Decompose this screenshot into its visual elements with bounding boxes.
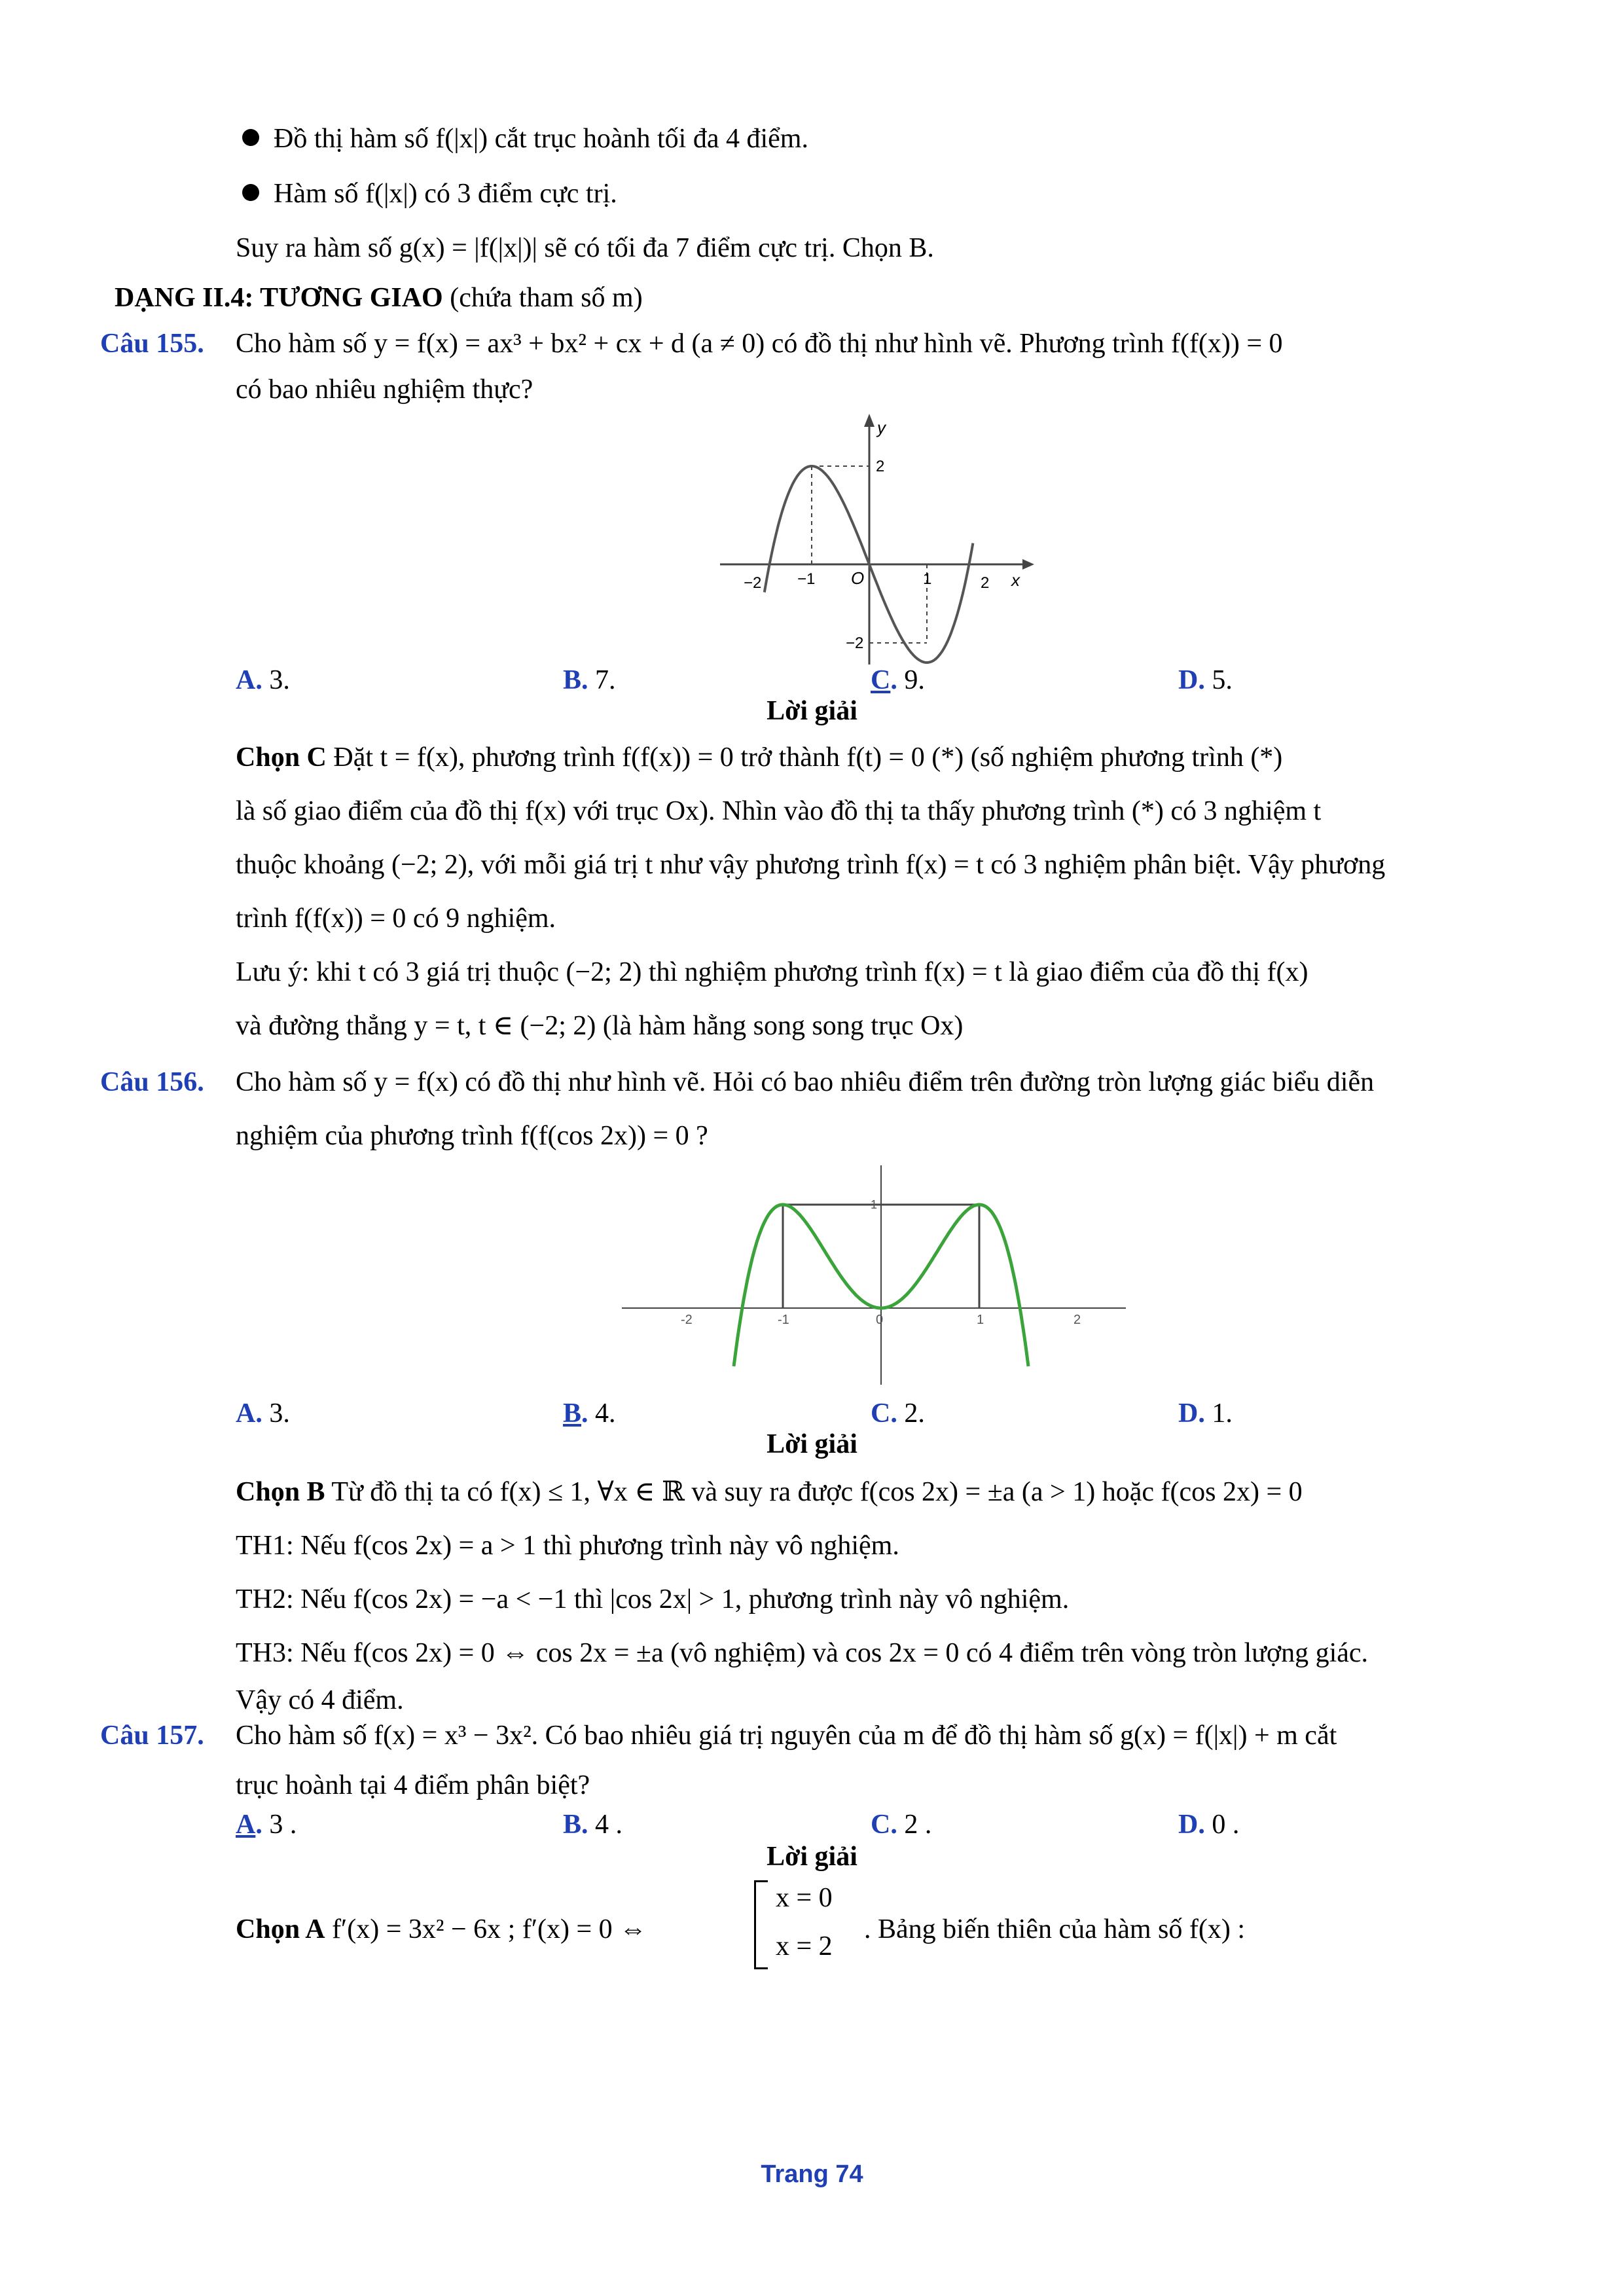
section-title: DẠNG II.4: TƯƠNG GIAO [115,283,443,313]
q156-solution-title: Lời giải [767,1429,857,1459]
page-footer: Trang 74 [761,2160,863,2188]
q156-option-a[interactable]: A. 3. [236,1398,290,1429]
option-value: 2. [904,1398,925,1429]
q155-label: Câu 155. [100,329,204,359]
section-heading [115,279,643,317]
y-axis-arrow [864,414,875,427]
bullet-icon [242,129,259,146]
tick-1: 1 [977,1313,984,1327]
section-subtitle: (chứa tham số m) [450,283,643,313]
tick-2: 2 [981,574,990,592]
q155-line-1 [100,325,204,363]
q156-text-1: Cho hàm số y = f(x) có đồ thị như hình vẽ. Hỏi có bao nhiêu điểm trên đường tròn lượng giác biểu diễn [236,1067,1375,1097]
ytick-2: 2 [876,458,885,475]
option-letter: B [563,1810,582,1840]
q156-label: Câu 156. [100,1067,204,1097]
q156-sol-choice: Chọn B [236,1477,325,1507]
q156-option-b[interactable]: B. 4. [563,1398,616,1429]
option-letter: C [871,665,891,695]
q157-option-b[interactable]: B. 4 . [563,1810,623,1840]
q155-sol-line-3: thuộc khoảng (−2; 2), với mỗi giá trị t như vậy phương trình f(x) = t có 3 nghiệm phân biệt. Vậy phương [236,850,1386,880]
case-bracket [754,1880,768,1969]
option-letter: C [871,1398,891,1429]
q156-graph [622,1165,1126,1385]
tick-neg1: -1 [778,1313,789,1327]
option-letter: B [563,1398,582,1429]
option-value: 4 . [595,1810,623,1840]
tick-1: 1 [923,570,932,588]
option-letter: A [236,665,256,695]
option-letter: D [1178,1810,1199,1840]
tick-neg1: −1 [797,570,816,588]
q155-sol-line-2: là số giao điểm của đồ thị f(x) với trục Ox). Nhìn vào đồ thị ta thấy phương trình (*) có 3 nghiệm t [236,796,1322,826]
q156-line-1 [100,1063,204,1101]
q157-solution-title: Lời giải [767,1842,857,1872]
option-letter: D [1178,665,1199,695]
tick-neg2: −2 [744,574,762,592]
intro-bullet-2-text: Hàm số f(|x|) có 3 điểm cực trị. [274,179,617,209]
q155-option-a[interactable]: A. 3. [236,665,290,695]
q157-line-1 [100,1717,204,1755]
bullet-icon [242,184,259,201]
option-value: 1. [1212,1398,1233,1429]
q155-option-d[interactable]: D. 5. [1178,665,1233,695]
option-value: 9. [904,665,925,695]
q155-solution-title: Lời giải [767,696,857,726]
q157-sol-line [236,1910,647,1948]
q155-option-c[interactable]: C. 9. [871,665,925,695]
option-value: 3. [269,1398,290,1429]
q157-case-1: x = 0 [776,1883,833,1913]
intro-conclusion: Suy ra hàm số g(x) = |f(|x|)| sẽ có tối đa 7 điểm cực trị. Chọn B. [236,233,934,263]
q157-sol-choice: Chọn A [236,1914,325,1944]
option-value: 5. [1212,665,1233,695]
option-value: 3 . [269,1810,297,1840]
q156-sol-line-2: TH1: Nếu f(cos 2x) = a > 1 thì phương trình này vô nghiệm. [236,1531,899,1561]
option-value: 4. [595,1398,616,1429]
intro-bullet-2 [242,175,617,213]
q155-sol-text-1: Đặt t = f(x), phương trình f(f(x)) = 0 trở thành f(t) = 0 (*) (số nghiệm phương trình (*) [333,742,1283,773]
q157-option-c[interactable]: C. 2 . [871,1810,932,1840]
q157-label: Câu 157. [100,1721,204,1751]
q157-text-1: Cho hàm số f(x) = x³ − 3x². Có bao nhiêu giá trị nguyên của m để đồ thị hàm số g(x) = f(|x|) + m cắt [236,1721,1337,1751]
q156-text-2: nghiệm của phương trình f(f(cos 2x)) = 0 ? [236,1121,708,1151]
option-value: 0 . [1212,1810,1240,1840]
q156-sol-line-4: TH3: Nếu f(cos 2x) = 0 ⇔ cos 2x = ±a (vô nghiệm) và cos 2x = 0 có 4 điểm trên vòng tròn lượng giác. [236,1638,1369,1668]
ytick-neg2: −2 [846,634,864,652]
option-letter: D [1178,1398,1199,1429]
q157-option-a[interactable]: A. 3 . [236,1810,297,1840]
tick-0: 0 [876,1313,884,1327]
q155-text-2: có bao nhiêu nghiệm thực? [236,374,533,405]
q157-sol-main: f′(x) = 3x² − 6x ; f′(x) = 0 ⇔ [332,1914,647,1944]
origin-label: O [851,568,865,588]
q156-sol-line-3: TH2: Nếu f(cos 2x) = −a < −1 thì |cos 2x| > 1, phương trình này vô nghiệm. [236,1584,1070,1614]
tick-neg2: -2 [681,1313,693,1327]
x-label: x [1011,570,1020,590]
tick-2: 2 [1074,1313,1081,1327]
q155-sol-choice: Chọn C [236,742,327,773]
q157-option-d[interactable]: D. 0 . [1178,1810,1240,1840]
q155-graph [720,406,1047,665]
q157-text-2: trục hoành tại 4 điểm phân biệt? [236,1770,590,1800]
q155-sol-line-6: và đường thẳng y = t, t ∈ (−2; 2) (là hàm hằng song song trục Ox) [236,1011,964,1041]
q156-sol-line-1 [236,1473,1303,1511]
q156-sol-text-1: Từ đồ thị ta có f(x) ≤ 1, ∀x ∈ ℝ và suy ra được f(cos 2x) = ±a (a > 1) hoặc f(cos 2x) = 0 [331,1477,1303,1507]
option-value: 7. [595,665,616,695]
q157-case-2: x = 2 [776,1931,833,1961]
q156-option-d[interactable]: D. 1. [1178,1398,1233,1429]
q155-sol-line-4: trình f(f(x)) = 0 có 9 nghiệm. [236,903,556,934]
q155-text-1: Cho hàm số y = f(x) = ax³ + bx² + cx + d (a ≠ 0) có đồ thị như hình vẽ. Phương trình f(f(x)) = 0 [236,329,1283,359]
q157-sol-tail: . Bảng biến thiên của hàm số f(x) : [864,1914,1246,1944]
ytick-1: 1 [871,1198,878,1211]
q155-sol-line-1 [236,738,1282,776]
option-value: 3. [269,665,290,695]
q155-sol-line-5: Lưu ý: khi t có 3 giá trị thuộc (−2; 2) thì nghiệm phương trình f(x) = t là giao điểm của đồ thị f(x) [236,957,1308,987]
y-label: y [877,418,886,437]
q155-option-b[interactable]: B. 7. [563,665,616,695]
option-letter: A [236,1810,256,1840]
q156-sol-line-5: Vậy có 4 điểm. [236,1685,404,1715]
x-axis-arrow [1022,559,1034,570]
option-value: 2 . [904,1810,932,1840]
intro-bullet-1-text: Đồ thị hàm số f(|x|) cắt trục hoành tối đa 4 điểm. [274,124,808,154]
option-letter: B [563,665,582,695]
q156-option-c[interactable]: C. 2. [871,1398,925,1429]
option-letter: A [236,1398,256,1429]
intro-bullet-1 [242,120,808,158]
option-letter: C [871,1810,891,1840]
